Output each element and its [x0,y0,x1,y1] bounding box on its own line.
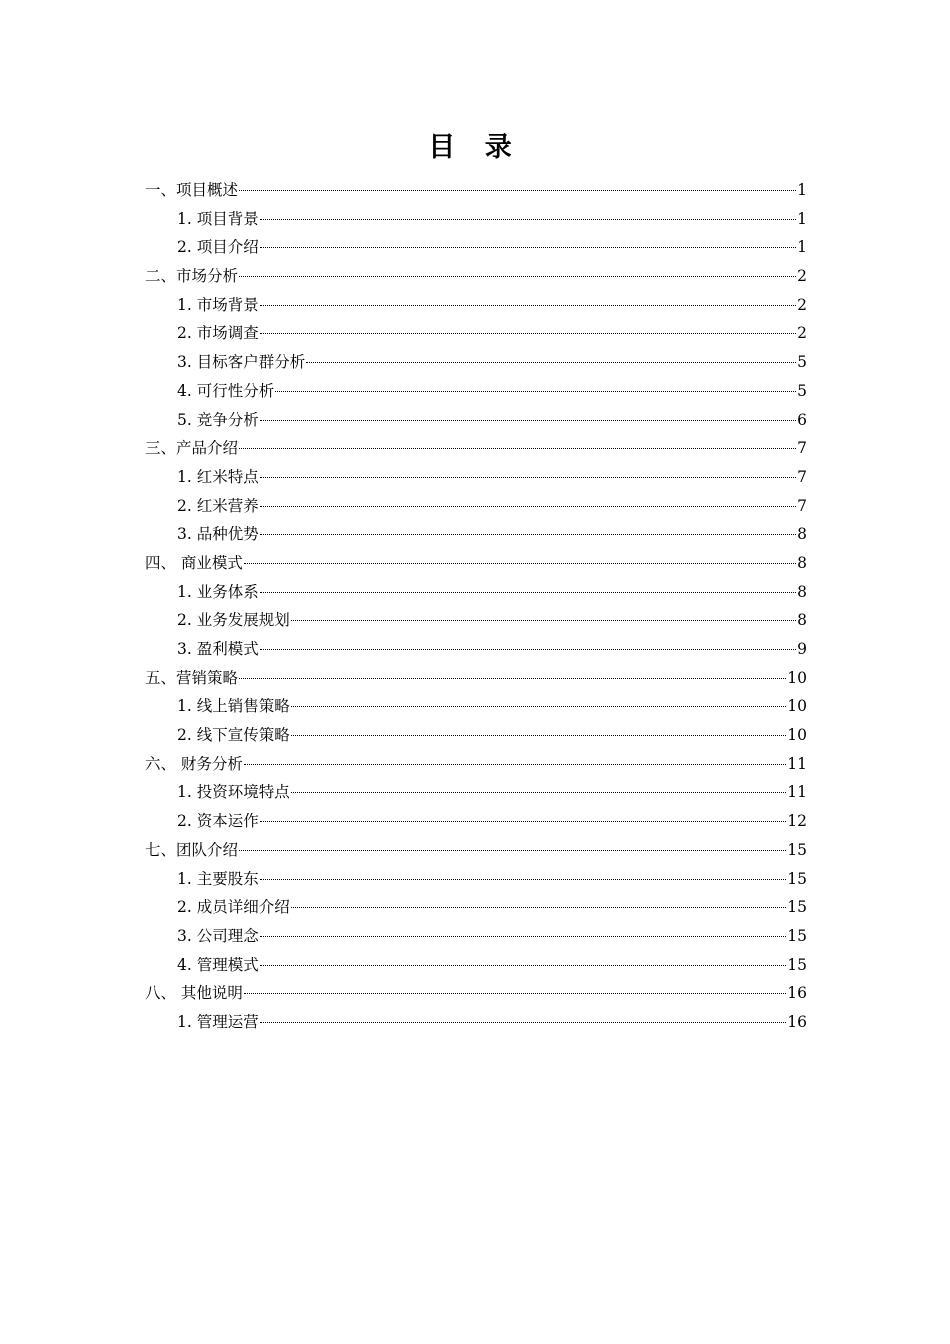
toc-page-number: 8 [797,525,807,544]
toc-title: 目 录 [428,132,522,163]
toc-page-number: 15 [787,898,807,917]
toc-dot-leader [239,678,786,679]
toc-page-number: 15 [787,955,807,974]
toc-entry-label: 4. 管理模式 [177,955,259,974]
toc-subentry[interactable] [145,951,807,980]
toc-dot-leader [244,563,796,564]
toc-page-number: 15 [787,926,807,945]
toc-entry-label: 1. 主要股东 [177,869,259,888]
toc-subentry[interactable] [145,692,807,721]
toc-entry-label: 2. 成员详细介绍 [177,898,290,917]
toc-page-number: 15 [787,840,807,859]
toc-subentry[interactable] [145,807,807,836]
toc-subentry[interactable] [145,635,807,664]
toc-dot-leader [260,506,796,507]
toc-subentry[interactable] [145,520,807,549]
toc-entry-label: 八、 其他说明 [145,984,243,1003]
toc-subentry[interactable] [145,1008,807,1037]
toc-subentry[interactable] [145,291,807,320]
toc-entry-label: 3. 公司理念 [177,926,259,945]
toc-dot-leader [260,649,796,650]
toc-dot-leader [239,190,796,191]
toc-page-number: 5 [797,353,807,372]
toc-entry[interactable] [145,262,807,291]
toc-page-number: 7 [797,496,807,515]
toc-page-number: 7 [797,439,807,458]
toc-entry-label: 三、产品介绍 [145,439,239,458]
toc-entry-label: 3. 盈利模式 [177,640,259,658]
toc-dot-leader [260,477,796,478]
toc-entry-label: 2. 红米营养 [177,496,259,515]
toc-subentry[interactable] [145,578,807,607]
toc-page-number: 8 [797,553,807,572]
toc-dot-leader [275,391,796,392]
toc-page-number: 16 [787,984,807,1003]
toc-dot-leader [260,420,796,421]
toc-entry-label: 1. 投资环境特点 [177,783,290,802]
toc-dot-leader [244,993,786,994]
toc-entry-label: 2. 线下宣传策略 [177,726,290,745]
toc-dot-leader [260,821,787,822]
toc-subentry[interactable] [145,492,807,521]
toc-dot-leader [239,850,786,851]
toc-dot-leader [260,1022,787,1023]
toc-entry-label: 3. 品种优势 [177,525,259,544]
toc-page-number: 12 [787,812,807,831]
toc-dot-leader [260,936,787,937]
toc-entry[interactable] [145,434,807,463]
toc-entry-label: 1. 管理运营 [177,1012,259,1031]
toc-entry[interactable] [145,549,807,578]
toc-subentry[interactable] [145,893,807,922]
toc-entry-label: 2. 项目介绍 [177,238,259,257]
toc-page-number: 2 [797,324,807,343]
toc-dot-leader [260,219,796,220]
toc-subentry[interactable] [145,865,807,894]
toc-dot-leader [291,792,787,793]
toc-entry[interactable] [145,979,807,1008]
toc-subentry[interactable] [145,233,807,262]
toc-subentry[interactable] [145,348,807,377]
toc-page-number: 1 [797,181,807,199]
toc-page-number: 15 [787,869,807,888]
toc-entry-label: 四、 商业模式 [145,553,243,572]
toc-dot-leader [239,448,796,449]
toc-subentry[interactable] [145,606,807,635]
toc-subentry[interactable] [145,721,807,750]
toc-dot-leader [291,907,787,908]
toc-subentry[interactable] [145,406,807,435]
toc-page-number: 11 [787,754,807,773]
toc-entry-label: 七、团队介绍 [145,840,239,859]
toc-page-number: 11 [787,783,807,802]
toc-page-number: 8 [797,611,807,630]
toc-page-number: 16 [787,1012,807,1031]
toc-dot-leader [291,735,787,736]
toc-subentry[interactable] [145,463,807,492]
toc-dot-leader [260,247,796,248]
toc-entry-label: 1. 项目背景 [177,209,259,228]
toc-dot-leader [244,764,786,765]
toc-subentry[interactable] [145,922,807,951]
toc-page-number: 10 [787,726,807,745]
toc-subentry[interactable] [145,205,807,234]
toc-entry-label: 五、营销策略 [145,668,239,687]
toc-page-number: 5 [797,381,807,400]
toc-entry-label: 1. 红米特点 [177,467,259,486]
toc-entry-label: 3. 目标客户群分析 [177,353,306,372]
toc-page-number: 10 [787,697,807,716]
toc-dot-leader [260,534,796,535]
toc-page-number: 1 [797,238,807,257]
toc-entry[interactable] [145,836,807,865]
toc-dot-leader [260,592,796,593]
toc-dot-leader [260,305,796,306]
toc-dot-leader [260,333,796,334]
toc-dot-leader [291,706,787,707]
toc-subentry[interactable] [145,319,807,348]
toc-entry[interactable] [145,750,807,779]
toc-entry-label: 1. 业务体系 [177,582,259,601]
toc-page-number: 2 [797,267,807,286]
toc-page-number: 10 [787,668,807,687]
table-of-contents [145,176,807,1037]
toc-subentry[interactable] [145,377,807,406]
toc-entry-label: 1. 线上销售策略 [177,697,290,716]
toc-entry-label: 1. 市场背景 [177,295,259,314]
toc-dot-leader [239,276,796,277]
toc-entry[interactable] [145,176,807,205]
toc-entry-label: 2. 市场调查 [177,324,259,343]
toc-entry-label: 2. 业务发展规划 [177,611,290,630]
toc-entry[interactable] [145,664,807,693]
toc-entry-label: 一、项目概述 [145,181,239,199]
toc-entry-label: 4. 可行性分析 [177,381,275,400]
toc-dot-leader [291,620,796,621]
toc-page-number: 1 [797,209,807,228]
toc-entry-label: 二、市场分析 [145,267,239,286]
toc-entry-label: 2. 资本运作 [177,812,259,831]
toc-page-number: 7 [797,467,807,486]
toc-page-number: 2 [797,295,807,314]
toc-dot-leader [260,879,787,880]
toc-subentry[interactable] [145,778,807,807]
toc-dot-leader [306,362,796,363]
toc-entry-label: 六、 财务分析 [145,754,243,773]
toc-entry-label: 5. 竞争分析 [177,410,259,429]
toc-page-number: 9 [797,640,807,658]
toc-page-number: 6 [797,410,807,429]
toc-dot-leader [260,965,787,966]
toc-page-number: 8 [797,582,807,601]
